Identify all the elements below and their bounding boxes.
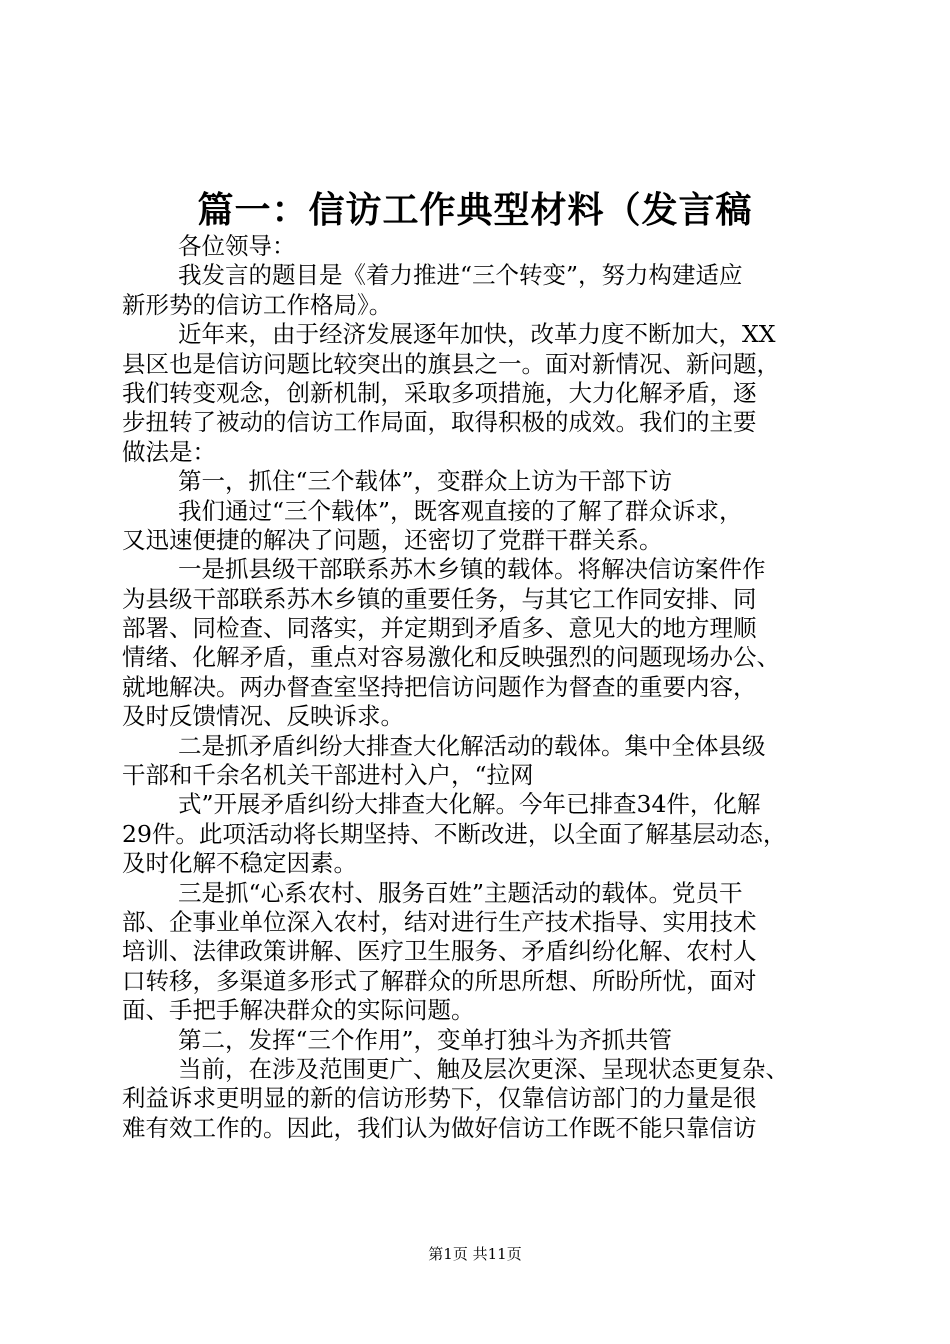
paragraph-line: 口转移，多渠道多形式了解群众的所思所想、所盼所忧，面对 [122,966,757,995]
paragraph-line: 难有效工作的。因此，我们认为做好信访工作既不能只靠信访 [122,1113,757,1142]
paragraph-line: 就地解决。两办督查室坚持把信访问题作为督查的重要内容， [122,672,757,701]
paragraph-line: 做法是： [122,437,216,466]
paragraph-line: 29件。此项活动将长期坚持、不断改进，以全面了解基层动态， [122,819,787,848]
paragraph-line: 部署、同检查、同落实，并定期到矛盾多、意见大的地方理顺 [122,614,757,643]
document-body [122,232,834,1143]
paragraph-line: 我发言的题目是《着力推进“三个转变”，努力构建适应 [178,261,743,290]
paragraph-line: 及时化解不稳定因素。 [122,849,357,878]
paragraph-line: 部、企事业单位深入农村，结对进行生产技术指导、实用技术 [122,907,757,936]
paragraph-line: 干部和千余名机关干部进村入户，“拉网 [122,761,534,790]
paragraph-line: 当前，在涉及范围更广、触及层次更深、呈现状态更复杂、 [178,1054,789,1083]
paragraph-line: 县区也是信访问题比较突出的旗县之一。面对新情况、新问题， [122,349,780,378]
document-title: 篇一：信访工作典型材料（发言稿 [197,189,753,231]
paragraph-line: 为县级干部联系苏木乡镇的重要任务，与其它工作同安排、同 [122,584,757,613]
paragraph-line: 又迅速便捷的解决了问题，还密切了党群干群关系。 [122,525,663,554]
paragraph-line: 二是抓矛盾纠纷大排查大化解活动的载体。集中全体县级 [178,731,766,760]
paragraph-line: 培训、法律政策讲解、医疗卫生服务、矛盾纠纷化解、农村人 [122,937,757,966]
paragraph-line: 面、手把手解决群众的实际问题。 [122,996,475,1025]
page-footer: 第1页 共11页 [428,1245,522,1263]
paragraph-line: 利益诉求更明显的新的信访形势下，仅靠信访部门的力量是很 [122,1084,757,1113]
paragraph-line: 我们转变观念，创新机制，采取多项措施，大力化解矛盾，逐 [122,378,757,407]
paragraph-line: 各位领导： [178,232,296,260]
paragraph-line: 我们通过“三个载体”，既客观直接的了解了群众诉求， [178,496,743,525]
paragraph-line: 式”开展矛盾纠纷大排查大化解。今年已排查34件，化解 [178,790,761,819]
paragraph-line: 三是抓“心系农村、服务百姓”主题活动的载体。党员干 [178,878,743,907]
paragraph-line: 一是抓县级干部联系苏木乡镇的载体。将解决信访案件作 [178,555,766,584]
paragraph-line: 及时反馈情况、反映诉求。 [122,702,404,731]
paragraph-line: 近年来，由于经济发展逐年加快，改革力度不断加大，XX [178,320,776,349]
paragraph-line: 第一，抓住“三个载体”，变群众上访为干部下访 [178,467,673,496]
paragraph-line: 第二，发挥“三个作用”，变单打独斗为齐抓共管 [178,1025,673,1054]
paragraph-line: 新形势的信访工作格局》。 [122,290,393,319]
paragraph-line: 步扭转了被动的信访工作局面，取得积极的成效。我们的主要 [122,408,757,437]
paragraph-line: 情绪、化解矛盾，重点对容易激化和反映强烈的问题现场办公、 [122,643,780,672]
